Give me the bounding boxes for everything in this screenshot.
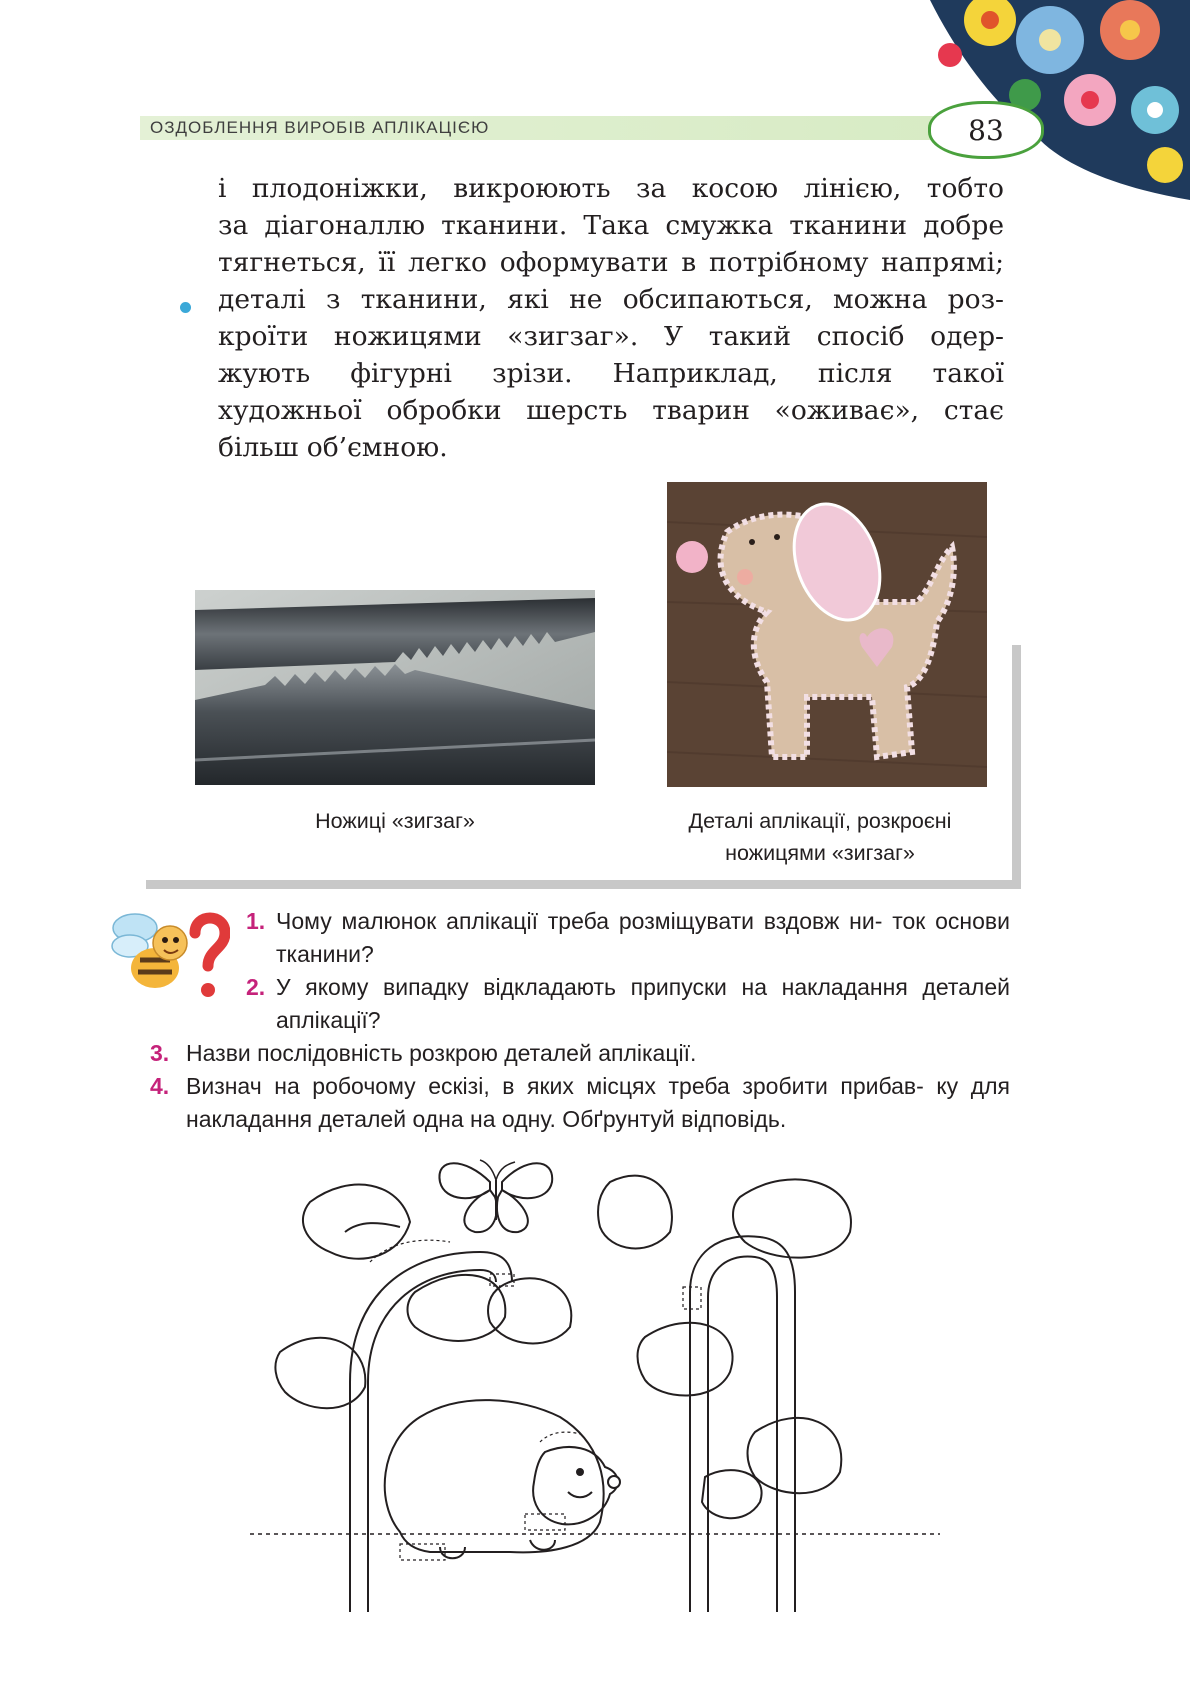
questions-list [150, 905, 1010, 1136]
body-line: більш об’ємною. [218, 432, 448, 463]
figure-frame-right [1012, 645, 1021, 885]
felt-dog-photo [667, 482, 987, 787]
question-item [150, 971, 1010, 1037]
bullet-marker [180, 302, 191, 313]
question-number: 1. [246, 908, 266, 934]
applique-caption-line: Деталі аплікації, розкроєні [688, 809, 952, 833]
scissors-caption: Ножиці «зигзаг» [315, 809, 475, 833]
applique-caption [630, 805, 1010, 869]
body-line: і плодоніжки, викроюють за косою лінією, тобто [218, 173, 1004, 204]
body-line: деталі з тканини, які не обсипаються, можна роз- [218, 284, 1004, 315]
body-line: тягнеться, її легко оформувати в потрібному напрямі; [218, 247, 1004, 278]
question-number: 2. [246, 974, 266, 1000]
question-text: Визнач на робочому ескізі, в яких місцях треба зробити прибав- ку для накладання деталей одна на одну. Обґрунтуй відповідь. [186, 1073, 1010, 1132]
body-line: кроїти ножицями «зигзаг». У такий спосіб одер- [218, 321, 1004, 352]
figure-frame-bottom [146, 880, 1021, 889]
page-number-badge [928, 101, 1044, 159]
page-number: 83 [968, 113, 1004, 147]
section-title: ОЗДОБЛЕННЯ ВИРОБІВ АПЛІКАЦІЄЮ [150, 118, 490, 137]
question-text: У якому випадку відкладають припуски на накладання деталей аплікації? [276, 974, 1010, 1033]
scissors-photo [195, 590, 595, 785]
applique-caption-line: ножицями «зигзаг» [725, 841, 915, 865]
question-number: 3. [150, 1040, 170, 1066]
body-line: жують фігурні зрізи. Наприклад, після такої [218, 358, 1004, 389]
body-paragraph [218, 170, 1004, 466]
question-text: Чому малюнок аплікації треба розміщувати вздовж ни- ток основи тканини? [276, 908, 1010, 967]
question-number: 4. [150, 1073, 170, 1099]
hedgehog-sketch [250, 1142, 940, 1612]
question-item [150, 1037, 1010, 1070]
question-item [150, 1070, 1010, 1136]
question-item [150, 905, 1010, 971]
body-line: художньої обробки шерсть тварин «оживає», стає [218, 395, 1004, 426]
question-text: Назви послідовність розкрою деталей аплікації. [186, 1040, 697, 1066]
body-line: за діагоналлю тканини. Така смужка тканини добре [218, 210, 1004, 241]
